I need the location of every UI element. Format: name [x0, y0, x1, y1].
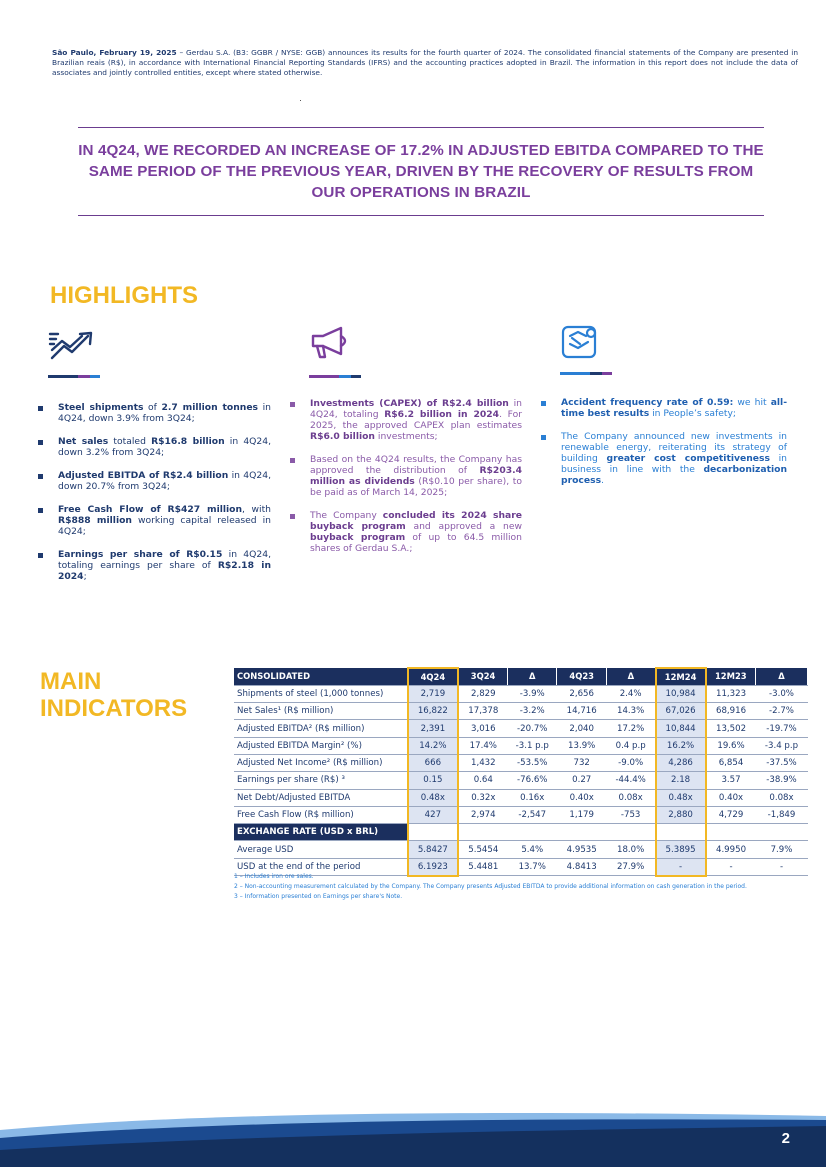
table-row	[234, 720, 808, 737]
table-cell: 2,880	[656, 806, 706, 823]
table-cell: 4.8413	[557, 858, 607, 875]
table-header-cell: Δ	[756, 668, 808, 685]
table-header-cell: Δ	[508, 668, 557, 685]
table-cell: -	[756, 858, 808, 875]
table-row	[234, 789, 808, 806]
headline: IN 4Q24, WE RECORDED AN INCREASE OF 17.2% IN ADJUSTED EBITDA COMPARED TO THE SAME PERIOD OF THE PREVIOUS YEAR, DRIVEN BY THE RECOVERY OF RESULTS FROM OUR OPERATIONS IN BRAZIL	[78, 142, 764, 201]
table-cell: 14.2%	[408, 737, 458, 754]
table-footnotes	[234, 872, 747, 902]
table-cell: 0.48x	[408, 789, 458, 806]
table-cell: 3,016	[458, 720, 508, 737]
headline-bottom-rule	[78, 215, 764, 216]
highlight-capex: Investments (CAPEX) of R$2.4 billion in 4Q24, totaling R$6.2 billion in 2024. For 2025, the approved CAPEX plan estimates R$6.0 billion investments;	[290, 398, 522, 442]
table-cell: 13.7%	[508, 858, 557, 875]
table-header-row	[234, 668, 808, 685]
table-cell: 14.3%	[607, 703, 656, 720]
chart-growth-icon	[48, 328, 102, 364]
table-cell: 1,432	[458, 754, 508, 771]
table-cell: 5.4%	[508, 841, 557, 858]
table-cell: 2,719	[408, 685, 458, 702]
table-row	[234, 754, 808, 771]
highlight-free-cash-flow: Free Cash Flow of R$427 million, with R$888 million working capital released in 4Q24;	[38, 504, 271, 537]
table-cell	[508, 824, 557, 841]
footnote-3: 3 – Information presented on Earnings per share's Note.	[234, 893, 403, 900]
table-header-cell: Δ	[607, 668, 656, 685]
highlight-adjusted-ebitda: Adjusted EBITDA of R$2.4 billion in 4Q24, down 20.7% from 3Q24;	[38, 470, 271, 492]
main-indicators-title: MAIN INDICATORS	[40, 668, 188, 722]
table-cell	[408, 824, 458, 841]
table-cell: 7.9%	[756, 841, 808, 858]
table-cell: 17,378	[458, 703, 508, 720]
table-cell: 2,829	[458, 685, 508, 702]
table-cell: 16.2%	[656, 737, 706, 754]
table-cell: 732	[557, 754, 607, 771]
exchange-rate-header: EXCHANGE RATE (USD x BRL)	[234, 824, 408, 841]
table-header-cell: CONSOLIDATED	[234, 668, 408, 685]
table-cell: 67,026	[656, 703, 706, 720]
table-cell: -76.6%	[508, 772, 557, 789]
megaphone-icon	[309, 324, 355, 360]
table-cell: 2,391	[408, 720, 458, 737]
table-header-cell: 4Q23	[557, 668, 607, 685]
table-cell	[656, 824, 706, 841]
table-cell: 0.16x	[508, 789, 557, 806]
table-cell: 0.08x	[607, 789, 656, 806]
table-cell: 5.4481	[458, 858, 508, 875]
table-row	[234, 737, 808, 754]
table-cell: -9.0%	[607, 754, 656, 771]
highlight-steel-shipments: Steel shipments of 2.7 million tonnes in 4Q24, down 3.9% from 3Q24;	[38, 402, 271, 424]
table-cell: 16,822	[408, 703, 458, 720]
table-cell: 4,729	[706, 806, 756, 823]
table-cell: 5.3895	[656, 841, 706, 858]
table-cell: 68,916	[706, 703, 756, 720]
table-cell: 27.9%	[607, 858, 656, 875]
table-cell	[607, 824, 656, 841]
table-row-label: Net Sales¹ (R$ million)	[234, 703, 408, 720]
table-cell: 10,844	[656, 720, 706, 737]
table-cell: -44.4%	[607, 772, 656, 789]
handshake-puzzle-icon	[560, 324, 600, 360]
highlights-column-capital	[290, 398, 522, 566]
highlight-buyback: The Company concluded its 2024 share buyback program and approved a new buyback program of up to 64.5 million shares of Gerdau S.A.;	[290, 510, 522, 554]
table-cell: -3.4 p.p	[756, 737, 808, 754]
table-row-label: USD at the end of the period	[234, 858, 408, 875]
table-cell: 17.2%	[607, 720, 656, 737]
table-cell: 5.8427	[408, 841, 458, 858]
highlights-column-esg	[541, 397, 787, 498]
table-row	[234, 841, 808, 858]
highlights-title: HIGHLIGHTS	[50, 282, 198, 309]
table-row-label: Earnings per share (R$) ³	[234, 772, 408, 789]
table-cell: 13.9%	[557, 737, 607, 754]
table-cell: 666	[408, 754, 458, 771]
highlight-safety: Accident frequency rate of 0.59: we hit all-time best results in People’s safety;	[541, 397, 787, 419]
table-cell: 14,716	[557, 703, 607, 720]
table-cell: -1,849	[756, 806, 808, 823]
table-cell: 0.08x	[756, 789, 808, 806]
table-cell	[557, 824, 607, 841]
table-cell: -37.5%	[756, 754, 808, 771]
table-cell: 13,502	[706, 720, 756, 737]
table-cell: 2,974	[458, 806, 508, 823]
table-subheader-row	[234, 824, 808, 841]
table-cell: 17.4%	[458, 737, 508, 754]
table-cell	[756, 824, 808, 841]
table-row	[234, 806, 808, 823]
table-cell: -2,547	[508, 806, 557, 823]
highlight-net-sales: Net sales totaled R$16.8 billion in 4Q24, down 3.2% from 3Q24;	[38, 436, 271, 458]
page-number: 2	[781, 1130, 790, 1147]
table-cell: 2,656	[557, 685, 607, 702]
table-cell: -38.9%	[756, 772, 808, 789]
table-cell: -20.7%	[508, 720, 557, 737]
table-cell: 0.4 p.p	[607, 737, 656, 754]
table-cell: 2.4%	[607, 685, 656, 702]
table-cell: 5.5454	[458, 841, 508, 858]
table-cell: -53.5%	[508, 754, 557, 771]
table-cell	[706, 824, 756, 841]
table-cell: 3.57	[706, 772, 756, 789]
table-cell: 18.0%	[607, 841, 656, 858]
table-row-label: Free Cash Flow (R$ million)	[234, 806, 408, 823]
table-row-label: Net Debt/Adjusted EBITDA	[234, 789, 408, 806]
table-cell: 0.40x	[557, 789, 607, 806]
table-cell: 0.40x	[706, 789, 756, 806]
table-cell: 10,984	[656, 685, 706, 702]
table-cell: -3.0%	[756, 685, 808, 702]
table-cell: 6.1923	[408, 858, 458, 875]
table-cell: 4,286	[656, 754, 706, 771]
table-cell: 0.64	[458, 772, 508, 789]
table-cell: 427	[408, 806, 458, 823]
table-cell: 6,854	[706, 754, 756, 771]
table-cell: 0.32x	[458, 789, 508, 806]
table-cell	[458, 824, 508, 841]
table-header-cell: 12M24	[656, 668, 706, 685]
headline-top-rule	[78, 127, 764, 128]
intro-lead: São Paulo, February 19, 2025	[52, 48, 177, 57]
table-header-cell: 4Q24	[408, 668, 458, 685]
highlight-earnings-per-share: Earnings per share of R$0.15 in 4Q24, totaling earnings per share of R$2.18 in 2024;	[38, 549, 271, 582]
table-cell: 11,323	[706, 685, 756, 702]
table-cell: 0.15	[408, 772, 458, 789]
table-row-label: Adjusted Net Income² (R$ million)	[234, 754, 408, 771]
icon-bar-2	[309, 375, 361, 378]
table-row-label: Shipments of steel (1,000 tonnes)	[234, 685, 408, 702]
footnote-1: 1 – Includes iron ore sales.	[234, 873, 314, 880]
highlight-dividends: Based on the 4Q24 results, the Company has approved the distribution of R$203.4 million as dividends (R$0.10 per share), to be paid as of March 14, 2025;	[290, 454, 522, 498]
table-cell: -2.7%	[756, 703, 808, 720]
table-cell: 2.18	[656, 772, 706, 789]
table-cell: -3.9%	[508, 685, 557, 702]
table-cell: -	[656, 858, 706, 875]
table-cell: 2,040	[557, 720, 607, 737]
table-cell: 0.48x	[656, 789, 706, 806]
table-cell: -	[706, 858, 756, 875]
table-cell: 4.9535	[557, 841, 607, 858]
table-header-cell: 12M23	[706, 668, 756, 685]
table-row	[234, 685, 808, 702]
table-cell: 0.27	[557, 772, 607, 789]
highlight-renewable-energy: The Company announced new investments in renewable energy, reiterating its strategy of building greater cost competitiveness in business in line with the decarbonization process.	[541, 431, 787, 486]
table-cell: -19.7%	[756, 720, 808, 737]
footer-wave	[0, 1100, 826, 1167]
stray-dot	[300, 100, 301, 101]
table-row	[234, 703, 808, 720]
intro-paragraph	[52, 48, 798, 78]
table-row-label: Adjusted EBITDA² (R$ million)	[234, 720, 408, 737]
table-cell: 1,179	[557, 806, 607, 823]
table-cell: -3.1 p.p	[508, 737, 557, 754]
highlights-column-operational	[38, 402, 271, 594]
table-header-cell: 3Q24	[458, 668, 508, 685]
icon-bar-3	[560, 372, 612, 375]
table-row-label: Adjusted EBITDA Margin² (%)	[234, 737, 408, 754]
table-cell: -753	[607, 806, 656, 823]
intro-body: – Gerdau S.A. (B3: GGBR / NYSE: GGB) announces its results for the fourth quarter of 2024. The consolidated financial statements of the Company are presented in Brazilian reais (R$), in accordance with International Financial Reporting Standards (IFRS) and the accounting practices adopted in Brazil. The information in this report does not include the data of associates and jointly controlled entities, except where stated otherwise.	[52, 48, 799, 77]
table-row-label: Average USD	[234, 841, 408, 858]
table-row	[234, 772, 808, 789]
icon-bar-1	[48, 375, 100, 378]
table-cell: -3.2%	[508, 703, 557, 720]
footnote-2: 2 – Non-accounting measurement calculated by the Company. The Company presents Adjusted EBITDA to provide additional information on cash generation in the period.	[234, 883, 747, 890]
table-cell: 4.9950	[706, 841, 756, 858]
main-indicators-table	[234, 667, 808, 877]
table-cell: 19.6%	[706, 737, 756, 754]
